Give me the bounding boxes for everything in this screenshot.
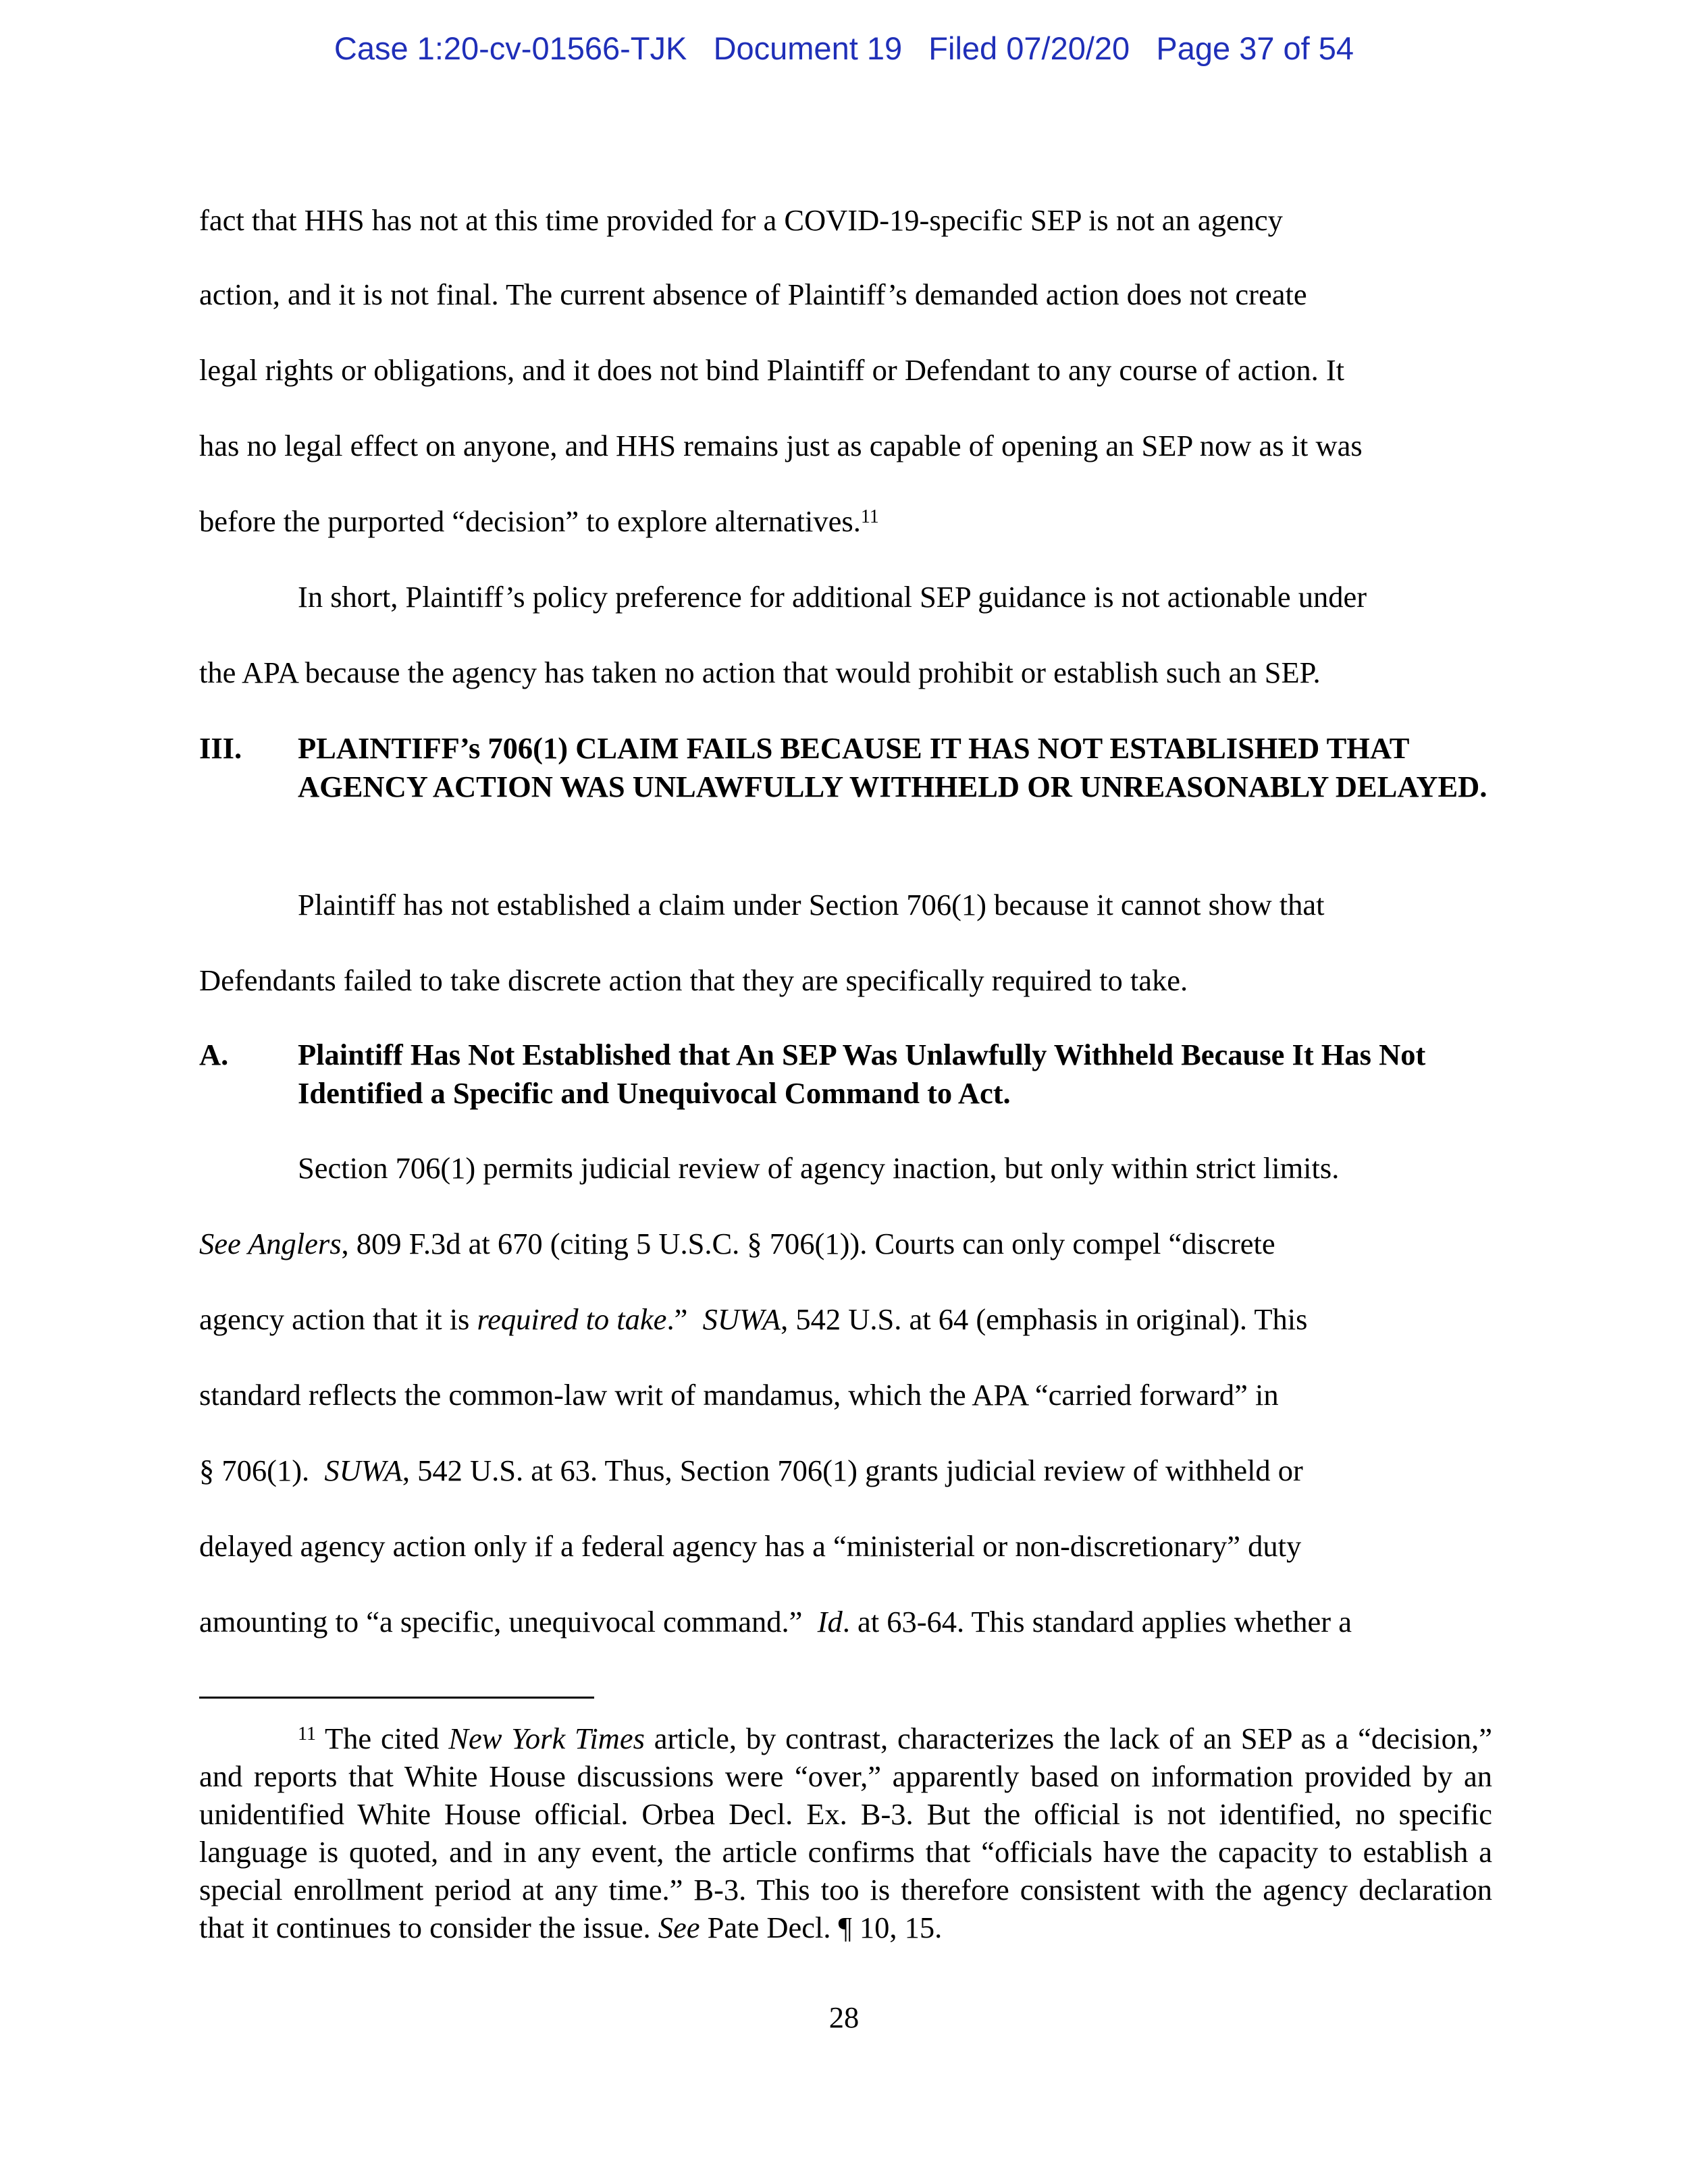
case-citation: SUWA — [702, 1302, 781, 1336]
body-text: , 542 U.S. at 64 (emphasis in original). This — [781, 1302, 1308, 1336]
body-line — [199, 1450, 1492, 1491]
signal-word: See — [658, 1911, 700, 1944]
page-number: 28 — [828, 2000, 860, 2034]
body-line: Section 706(1) permits judicial review of agency inaction, but only within strict limits. — [298, 1151, 1340, 1185]
body-text: . at 63-64. This standard applies whether a — [842, 1605, 1352, 1639]
footnote-text: article, by contrast, characterizes the lack of an SEP as a “decision,” and reports that White House discussions were “over,” apparently based on information provided by an unidentified White House official. Orbea Decl. Ex. B-3. But the official is not identified, no specific language is quoted, and in any event, the article confirms that “officials have the capacity to establish a special enrollment period at any time.” B-3. This too is therefore consistent with the agency declaration that it continues to consider the issue. — [199, 1722, 1493, 1944]
footnote — [199, 1720, 1492, 1946]
body-text: § 706(1). — [199, 1454, 325, 1487]
body-line: action, and it is not final. The current absence of Plaintiff’s demanded action does not create — [199, 277, 1307, 311]
body-text: , 542 U.S. at 63. Thus, Section 706(1) grants judicial review of withheld or — [402, 1454, 1303, 1487]
footnote-text: Pate Decl. ¶ 10, 15. — [700, 1911, 943, 1944]
footnote-reference[interactable]: 11 — [860, 506, 879, 527]
body-text: .” — [666, 1302, 703, 1336]
heading-text: Plaintiff Has Not Established that An SEP Was Unlawfully Withheld Because It Has Not Identified a Specific and Unequivocal Command to Act. — [298, 1038, 1426, 1110]
ecf-header — [0, 30, 1688, 67]
body-line — [199, 501, 1492, 541]
body-line — [199, 1601, 1492, 1642]
publication-title: New York Times — [448, 1722, 645, 1755]
filed-date: Filed 07/20/20 — [928, 30, 1130, 66]
body-text: agency action that it is — [199, 1302, 477, 1336]
body-text: before the purported “decision” to explore alternatives. — [199, 504, 861, 538]
case-citation: Id — [817, 1605, 843, 1639]
body-line: the APA because the agency has taken no action that would prohibit or establish such an SEP. — [199, 656, 1321, 689]
case-citation: See Anglers — [199, 1227, 342, 1260]
subsection-heading — [199, 1036, 1492, 1113]
heading-number: A. — [199, 1038, 229, 1071]
heading-text: PLAINTIFF’s 706(1) CLAIM FAILS BECAUSE IT HAS NOT ESTABLISHED THAT AGENCY ACTION WAS UNLAWFULLY WITHHELD OR UNREASONABLY DELAYED. — [298, 731, 1487, 803]
page-indicator: Page 37 of 54 — [1156, 30, 1354, 66]
body-line: Plaintiff has not established a claim under Section 706(1) because it cannot show that — [298, 888, 1325, 922]
heading-number: III. — [199, 731, 242, 765]
body-text: , 809 F.3d at 670 (citing 5 U.S.C. § 706(1)). Courts can only compel “discrete — [341, 1227, 1275, 1260]
footnote-separator — [199, 1697, 594, 1699]
body-line: has no legal effect on anyone, and HHS remains just as capable of opening an SEP now as it was — [199, 429, 1363, 462]
body-line: Defendants failed to take discrete action that they are specifically required to take. — [199, 963, 1188, 997]
case-number: Case 1:20-cv-01566-TJK — [334, 30, 687, 66]
section-heading — [199, 729, 1492, 845]
body-line — [199, 1299, 1492, 1339]
footnote-text: The cited — [315, 1722, 449, 1755]
body-text: amounting to “a specific, unequivocal command.” — [199, 1605, 818, 1639]
emphasis: required to take — [477, 1302, 667, 1336]
body-line: legal rights or obligations, and it does not bind Plaintiff or Defendant to any course of action. It — [199, 353, 1344, 387]
body-line: standard reflects the common-law writ of mandamus, which the APA “carried forward” in — [199, 1378, 1279, 1412]
body-line: In short, Plaintiff’s policy preference for additional SEP guidance is not actionable under — [298, 580, 1367, 614]
case-citation: SUWA — [324, 1454, 402, 1487]
footnote-number: 11 — [298, 1724, 316, 1744]
body-line — [199, 1223, 1492, 1264]
body-line: delayed agency action only if a federal agency has a “ministerial or non-discretionary” duty — [199, 1529, 1302, 1563]
document-number: Document 19 — [713, 30, 903, 66]
body-line: fact that HHS has not at this time provided for a COVID-19-specific SEP is not an agency — [199, 203, 1283, 237]
